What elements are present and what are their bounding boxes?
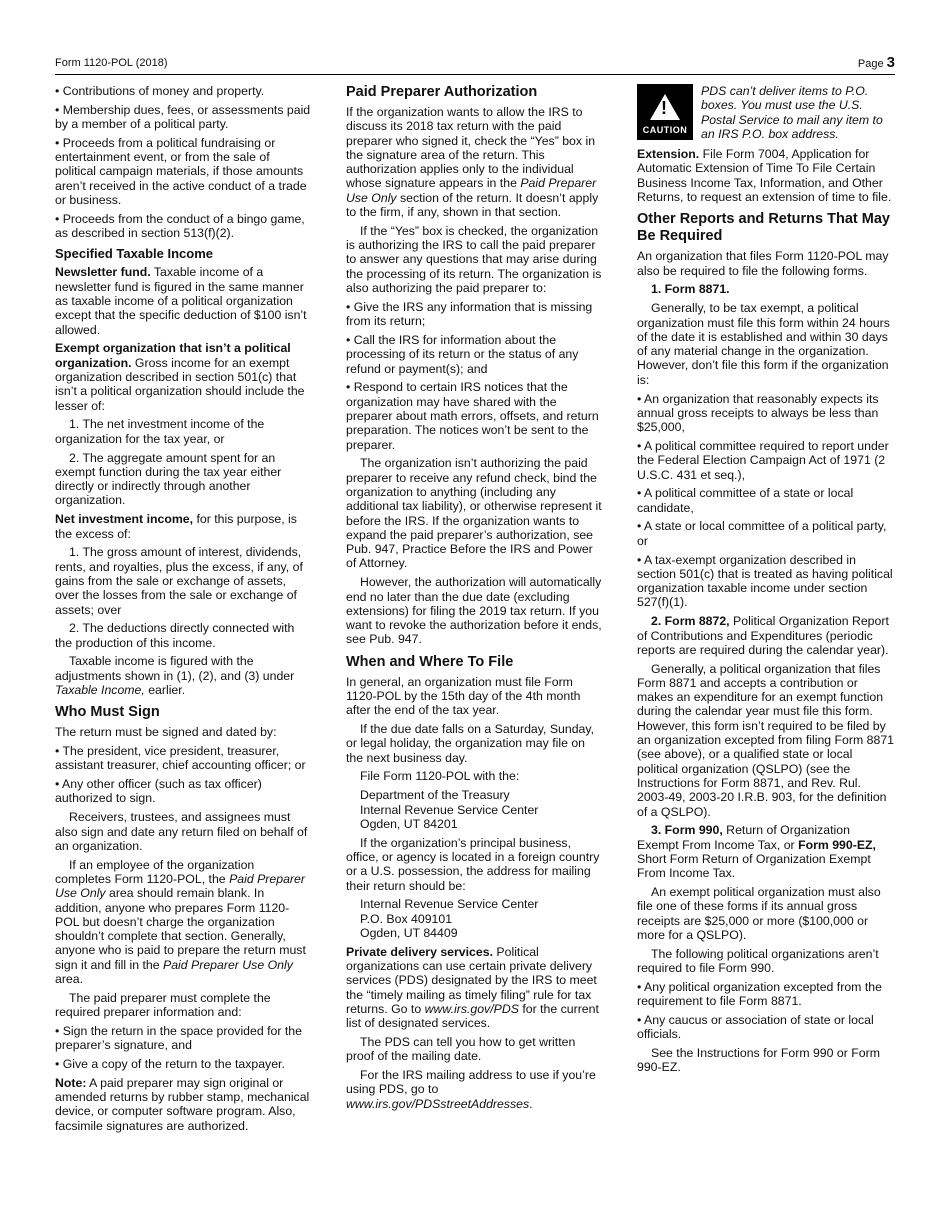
form-title: Form 1120-POL (2018) — [55, 57, 168, 69]
paragraph: Net investment income, for this purpose, is the excess of: — [55, 512, 297, 541]
list-item: • Any caucus or association of state or local officials. — [637, 1012, 874, 1042]
list-item: • Call the IRS for information about the processing of its return or the status of any refund or payment(s); and — [346, 332, 579, 376]
page-header — [55, 54, 895, 75]
paragraph: An exempt political organization must also file one of these forms if its annual gross receipts are $25,000 or more ($100,000 or more for a QSLPO). — [637, 885, 881, 942]
list-item: • Give a copy of the return to the taxpayer. — [55, 1057, 285, 1072]
list-item: • Any other officer (such as tax officer) authorized to sign. — [55, 777, 262, 806]
paragraph: Taxable income is figured with the adjustments shown in (1), (2), and (3) under Taxable Income, earlier. — [55, 654, 295, 697]
paragraph: If the organization wants to allow the IRS to discuss its 2018 tax return with the paid preparer who signed it, check the “Yes” box in the signature area of the return. This authorization applies only to the individual whose signature appears in the Paid Preparer Use Only section of the return. It doesn’t apply to the firm, if any, shown in that section. — [346, 105, 599, 220]
note: Note: A paid preparer may sign original or amended returns by rubber stamp, mechanical device, or computer software program. Also, facsimile signatures are authorized. — [55, 1075, 310, 1133]
list-item: • Give the IRS any information that is missing from its return; — [346, 299, 593, 329]
paragraph: 1. The net investment income of the organization for the tax year, or — [55, 417, 265, 446]
list-item: • Sign the return in the space provided for the preparer’s signature, and — [55, 1023, 302, 1053]
paragraph: In general, an organization must file Form 1120-POL by the 15th day of the 4th month after the end of the tax year. — [346, 674, 581, 718]
list-item: • A state or local committee of a political party, or — [637, 519, 887, 548]
paragraph: 2. The aggregate amount spent for an exempt function during the tax year either directly or indirectly through another organization. — [55, 450, 282, 508]
page-number: Page 3 — [857, 54, 895, 71]
paragraph: Extension. File Form 7004, Application for Automatic Extension of Time To File Certain Business Income Tax, Information, and Other Returns, to request an extension of time to file. — [637, 147, 892, 205]
list-item: • A tax-exempt organization described in section 501(c) that is treated as having political organization taxable income under section 527(f)(1). — [637, 552, 893, 610]
paragraph: Receivers, trustees, and assignees must also sign and date any return filed on behalf of an organization. — [55, 810, 308, 853]
list-item: • A political committee of a state or local candidate, — [637, 486, 854, 515]
paragraph: If an employee of the organization completes Form 1120-POL, the Paid Preparer Use Only area should remain blank. In addition, anyone who prepares Form 1120-POL but doesn’t charge the organization shouldn’t complete that section. Generally, anyone who is paid to prepare the return must sign it and fill in the Paid Preparer Use Only area. — [55, 857, 306, 987]
paragraph: If the organization’s principal business, office, or agency is located in a foreign country or a U.S. possession, the address for mailing their return should be: — [346, 835, 600, 893]
paragraph: If the “Yes” box is checked, the organization is authorizing the IRS to call the paid preparer to answer any questions that may arise during the processing of its return. The organization is also authorizing the paid preparer to: — [346, 223, 602, 296]
heading-other-reports: Other Reports and Returns That May Be Required — [637, 211, 890, 245]
paragraph: The PDS can tell you how to get written proof of the mailing date. — [346, 1035, 576, 1064]
list-item: • The president, vice president, treasurer, assistant treasurer, chief accounting officer; or — [55, 744, 306, 773]
paragraph: File Form 1120-POL with the: — [360, 769, 520, 784]
caution-icon: ! CAUTION — [637, 84, 693, 140]
list-item: • Respond to certain IRS notices that the organization may have shared with the preparer about math errors, offsets, and return preparation. The notices won’t be sent to the preparer. — [346, 380, 599, 452]
paragraph: 1. Form 8871. — [651, 282, 730, 297]
mailing-address: Internal Revenue Service Center P.O. Box 409101 Ogden, UT 84409 — [360, 897, 539, 940]
paragraph: 3. Form 990, Return of Organization Exempt From Income Tax, or Form 990-EZ, Short Form Return of Organization Exempt From Income Tax. — [637, 823, 876, 881]
paragraph: However, the authorization will automatically end no later than the due date (excluding extensions) for filing the 2019 tax return. If you want to revoke the authorization before it ends, see Pub. 947. — [346, 575, 602, 647]
heading-paid-preparer-authorization: Paid Preparer Authorization — [346, 84, 538, 100]
list-item: • Proceeds from the conduct of a bingo game, as described in section 513(f)(2). — [55, 211, 305, 241]
paragraph: See the Instructions for Form 990 or Form 990-EZ. — [637, 1046, 880, 1075]
list-item: • A political committee required to report under the Federal Election Campaign Act of 1971 (2 U.S.C. 431 et seq.), — [637, 438, 889, 482]
paragraph: Generally, a political organization that files Form 8871 and accepts a contribution or makes an expenditure for an exempt function during the calendar year must file this form. However, this form isn’t required to be filed by an organization excepted from filing Form 8871 (see above), or a qualified state or local political organization (QSLPO) (see the Instructions for Form 8871, and Rev. Rul. 2003-49, 2003-20 I.R.B. 903, for the definition of a QSLPO). — [637, 661, 895, 819]
column-1 — [55, 84, 312, 1138]
mailing-address: Department of the Treasury Internal Revenue Service Center Ogden, UT 84201 — [360, 788, 539, 831]
paragraph: The paid preparer must complete the required preparer information and: — [55, 990, 271, 1020]
heading-who-must-sign: Who Must Sign — [55, 704, 160, 721]
list-item: • Any political organization excepted from the requirement to file Form 8871. — [637, 979, 882, 1009]
list-item: • An organization that reasonably expects its annual gross receipts to always be less than $25,000, — [637, 391, 879, 435]
paragraph: An organization that files Form 1120-POL may also be required to file the following forms. — [637, 249, 889, 278]
caution-box — [637, 84, 894, 141]
paragraph: 1. The gross amount of interest, dividends, rents, and royalties, plus the excess, if any, of gains from the sale or exchange of assets, over the losses from the sale or exchange of assets; over — [55, 545, 303, 617]
paragraph: The return must be signed and dated by: — [55, 725, 277, 740]
paragraph: The organization isn’t authorizing the paid preparer to receive any refund check, bind the organization to anything (including any additional tax liability), or otherwise represent it before the IRS. If the organization wants to expand the paid preparer’s authorization, see Pub. 947, Practice Before the IRS and Power of Attorney. — [346, 456, 602, 571]
paragraph: For the IRS mailing address to use if you’re using PDS, go to www.irs.gov/PDSstreetAddresses. — [346, 1068, 596, 1111]
paragraph: Private delivery services. Political organizations can use certain private delivery services (PDS) designated by the IRS to meet the “timely mailing as timely filing” rule for tax returns. Go to www.irs.gov/PDS for the current list of designated services. — [346, 944, 599, 1031]
list-item: • Membership dues, fees, or assessments paid by a member of a political party. — [55, 102, 311, 132]
column-3 — [637, 84, 894, 1079]
list-item: • Contributions of money and property. — [55, 84, 265, 98]
paragraph: 2. The deductions directly connected with the production of this income. — [55, 621, 295, 650]
paragraph: Newsletter fund. Taxable income of a newsletter fund is figured in the same manner as taxable income of a political organization except that the specific deduction of $100 isn’t allowed. — [55, 265, 307, 337]
paragraph: Generally, to be tax exempt, a political organization must file this form within 24 hours of the date it is established and within 30 days of any material change in the organization. However, don’t file this form if the organization is: — [637, 301, 890, 387]
heading-specified-taxable-income: Specified Taxable Income — [55, 246, 213, 262]
paragraph: 2. Form 8872, Political Organization Report of Contributions and Expenditures (periodic reports are required during the calendar year). — [637, 614, 889, 657]
column-2 — [346, 84, 603, 1116]
paragraph: If the due date falls on a Saturday, Sunday, or legal holiday, the organization may file on the next business day. — [346, 722, 595, 765]
heading-when-and-where-to-file: When and Where To File — [346, 653, 514, 670]
paragraph: Exempt organization that isn’t a political organization. Gross income for an exempt organization described in section 501(c) that isn’t a political organization should include the lesser of: — [55, 341, 305, 413]
list-item: • Proceeds from a political fundraising or entertainment event, or from the sale of political campaign materials, if those amounts aren’t received in the active conduct of a trade or business. — [55, 135, 307, 208]
paragraph: The following political organizations aren’t required to file Form 990. — [637, 946, 879, 976]
caution-text: PDS can’t deliver items to P.O. boxes. You must use the U.S. Postal Service to mail any item to an IRS P.O. box address. — [701, 84, 883, 141]
